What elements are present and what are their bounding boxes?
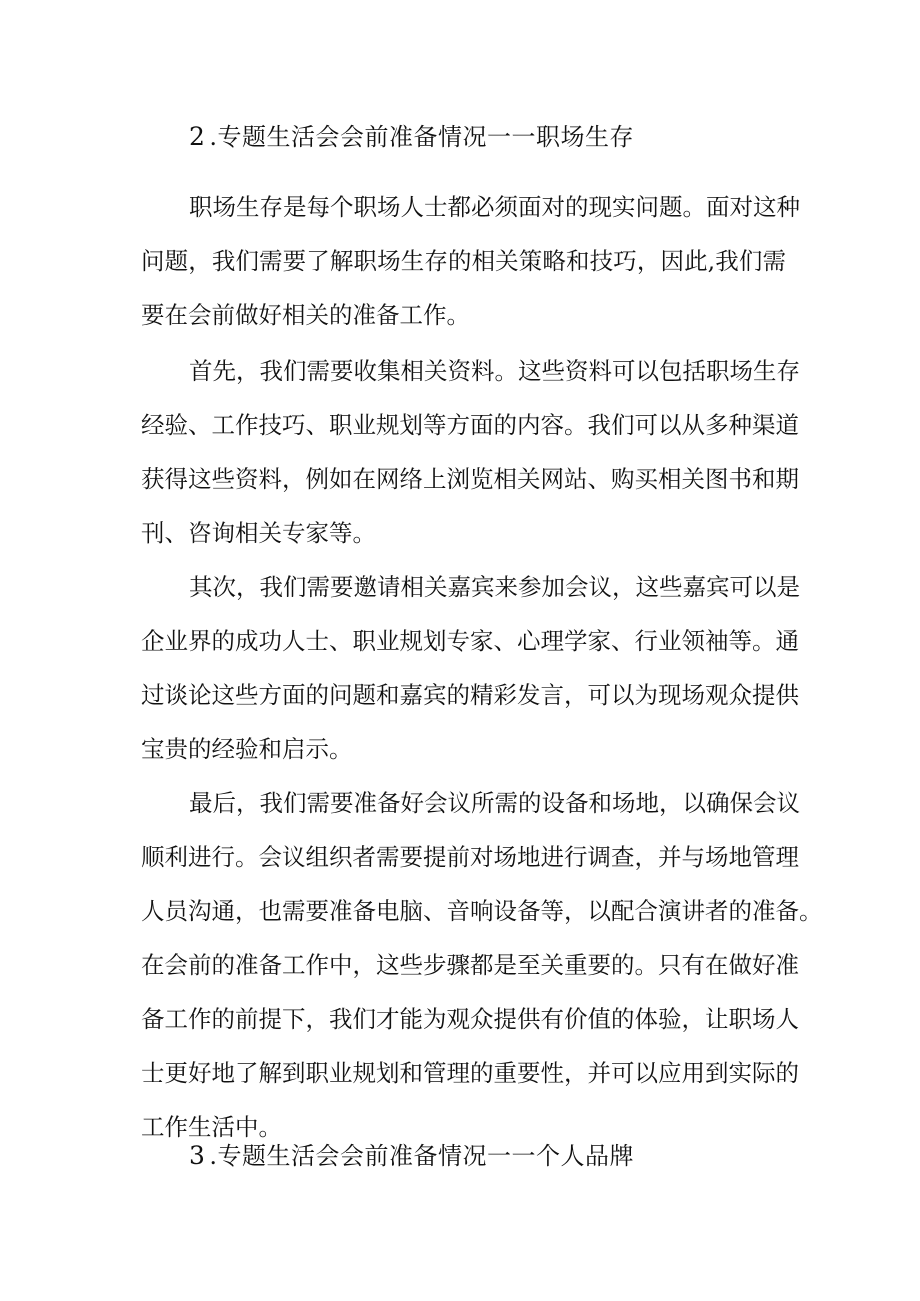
- section-heading-2: [189, 122, 634, 152]
- section-title: .专题生活会会前准备情况一一职场生存: [209, 123, 635, 151]
- paragraph-line: 宝贵的经验和启示。: [141, 735, 353, 763]
- paragraph-line: 顺利进行。会议组织者需要提前对场地进行调查，并与场地管理: [141, 843, 799, 871]
- section-heading-3: [189, 1141, 634, 1171]
- paragraph-line: 首先，我们需要收集相关资料。这些资料可以包括职场生存: [189, 357, 800, 385]
- paragraph-line: 士更好地了解到职业规划和管理的重要性，并可以应用到实际的: [141, 1059, 799, 1087]
- paragraph-line: 问题，我们需要了解职场生存的相关策略和技巧，因此,我们需: [141, 247, 786, 275]
- section-number: 3: [189, 1141, 206, 1170]
- paragraph-1: [141, 180, 800, 342]
- paragraph-line: 获得这些资料，例如在网络上浏览相关网站、购买相关图书和期: [141, 465, 799, 493]
- paragraph-line: 备工作的前提下，我们才能为观众提供有价值的体验，让职场人: [141, 1005, 799, 1033]
- paragraph-line: 工作生活中。: [141, 1113, 282, 1141]
- section-number: 2: [189, 122, 206, 151]
- paragraph-2: [141, 344, 800, 560]
- paragraph-line: 最后，我们需要准备好会议所需的设备和场地，以确保会议: [189, 789, 800, 817]
- paragraph-4: [141, 776, 823, 1154]
- paragraph-3: [141, 560, 800, 776]
- paragraph-line: 在会前的准备工作中，这些步骤都是至关重要的。只有在做好准: [141, 951, 799, 979]
- paragraph-line: 过谈论这些方面的问题和嘉宾的精彩发言，可以为现场观众提供: [141, 681, 799, 709]
- paragraph-line: 人员沟通，也需要准备电脑、音响设备等，以配合演讲者的准备。: [141, 897, 823, 925]
- paragraph-line: 企业界的成功人士、职业规划专家、心理学家、行业领袖等。通: [141, 627, 799, 655]
- paragraph-line: 刊、咨询相关专家等。: [141, 519, 376, 547]
- paragraph-line: 经验、工作技巧、职业规划等方面的内容。我们可以从多种渠道: [141, 411, 799, 439]
- paragraph-line: 其次，我们需要邀请相关嘉宾来参加会议，这些嘉宾可以是: [189, 573, 800, 601]
- section-title: .专题生活会会前准备情况一一个人品牌: [209, 1142, 635, 1170]
- paragraph-line: 要在会前做好相关的准备工作。: [141, 301, 470, 329]
- paragraph-line: 职场生存是每个职场人士都必须面对的现实问题。面对这种: [189, 193, 800, 221]
